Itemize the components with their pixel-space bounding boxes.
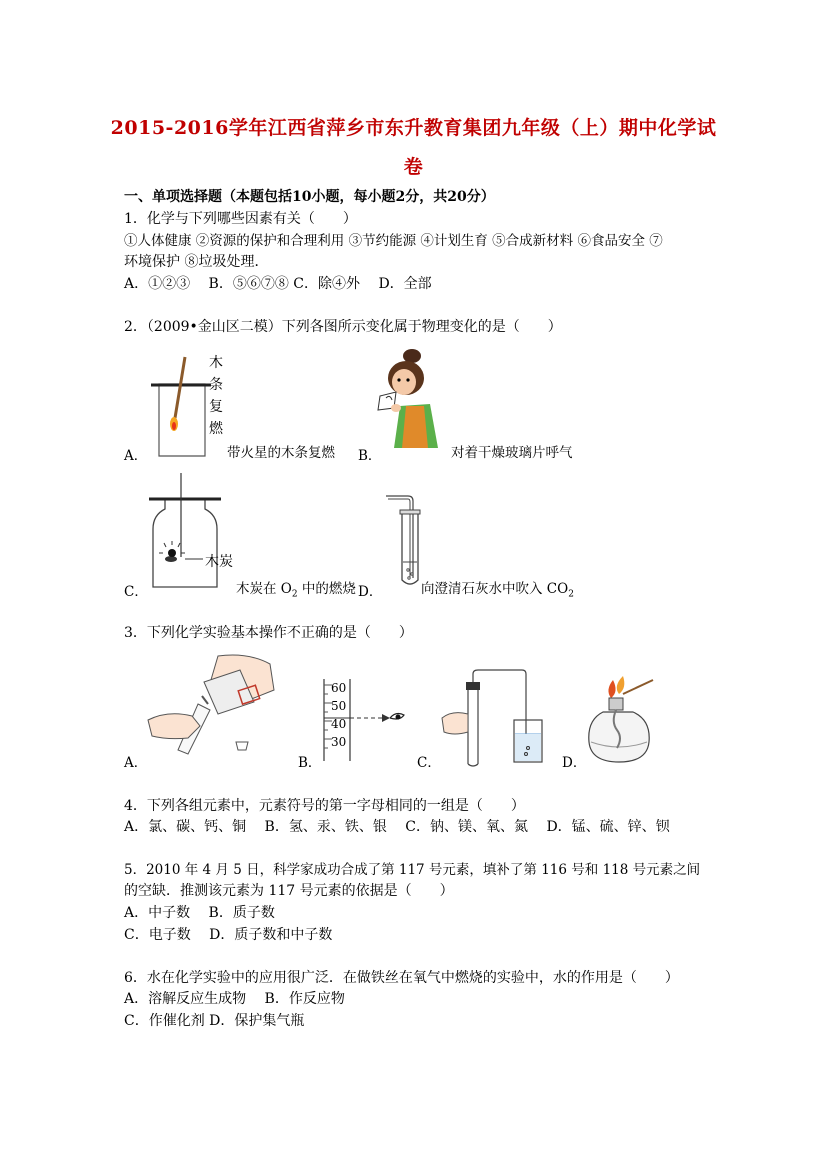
q1-factors-line2: 环境保护 ⑧垃圾处理． [124, 254, 269, 270]
q3-option-b-letter: B． [298, 755, 322, 771]
q2-stem: 2．（2009•金山区二模）下列各图所示变化属于物理变化的是（ ） [124, 319, 562, 335]
q6-options-line1: A．溶解反应生成物 B．作反应物 [124, 991, 345, 1007]
q2-option-d-text [421, 577, 574, 600]
q2-option-c-text-pre: 木炭在 O [236, 581, 292, 597]
exam-title-line2: 卷 [403, 156, 424, 178]
q2-option-a-text: 带火星的木条复燃 [227, 445, 335, 461]
fig-girl-breathing [378, 348, 442, 454]
cylinder-tick-label: 30 [331, 735, 347, 749]
section1-heading: 一、单项选择题（本题包括10小题，每小题2分，共20分） [124, 189, 495, 205]
fig-airtightness-check [438, 670, 548, 768]
q1-options: A．①②③ B．⑤⑥⑦⑧ C．除④外 D．全部 [124, 276, 432, 292]
q2-option-b-text: 对着干燥玻璃片呼气 [451, 445, 573, 461]
q1-factors-line1: ①人体健康 ②资源的保护和合理利用 ③节约能源 ④计划生育 ⑤合成新材料 ⑥食品安全 ⑦ [124, 233, 663, 249]
fig-alcohol-lamp [583, 672, 655, 768]
q5-options-line2: C．电子数 D．质子数和中子数 [124, 927, 333, 943]
fig-limewater-tube [386, 490, 436, 590]
q1-stem: 1．化学与下列哪些因素有关（ ） [124, 211, 357, 227]
q3-option-c-letter: C． [417, 755, 441, 771]
cylinder-tick-label: 40 [331, 717, 347, 731]
q6-stem: 6．水在化学实验中的应用很广泛．在做铁丝在氧气中燃烧的实验中，水的作用是（ ） [124, 970, 679, 986]
q6-options-line2: C．作催化剂 D．保护集气瓶 [124, 1013, 305, 1029]
fig-charcoal-label: 木炭 [205, 554, 233, 570]
fig-splint-label-char: 燃 [209, 421, 223, 437]
q3-option-a-letter: A． [124, 755, 148, 771]
q2-option-a-letter: A． [124, 448, 148, 464]
q2-option-d-letter: D． [358, 584, 383, 600]
q2-option-c-subscript: 2 [291, 589, 298, 600]
fig-splint-label-char: 木 [209, 355, 223, 371]
q2-option-c-letter: C． [124, 584, 148, 600]
cylinder-tick-labels [331, 679, 346, 751]
fig-splint-label-char: 复 [209, 399, 223, 415]
q2-option-d-text-pre: 向澄清石灰水中吹入 CO [421, 581, 569, 597]
q4-options: A．氯、碳、钙、铜 B．氢、汞、铁、银 C．钠、镁、氧、氮 D．锰、硫、锌、钡 [124, 819, 670, 835]
fig-splint-label-char: 条 [209, 377, 223, 393]
q5-options-line1: A．中子数 B．质子数 [124, 905, 275, 921]
q2-option-b-letter: B． [358, 448, 382, 464]
fig-pouring-liquid [148, 650, 278, 760]
q2-option-d-subscript: 2 [568, 589, 574, 600]
q3-option-d-letter: D． [562, 755, 587, 771]
cylinder-tick-label: 60 [331, 681, 347, 695]
cylinder-tick-label: 50 [331, 699, 347, 713]
q2-option-c-text [236, 577, 356, 600]
exam-title-line1: 2015-2016学年江西省萍乡市东升教育集团九年级（上）期中化学试 [110, 117, 717, 139]
q3-stem: 3．下列化学实验基本操作不正确的是（ ） [124, 625, 413, 641]
q2-option-c-text-post: 中的燃烧 [297, 581, 356, 597]
fig-charcoal-bottle [145, 473, 235, 591]
q5-stem-line2: 的空缺．推测该元素为 117 号元素的依据是（ ） [124, 883, 454, 899]
q4-stem: 4．下列各组元素中，元素符号的第一字母相同的一组是（ ） [124, 798, 525, 814]
fig-splint-label [209, 352, 225, 440]
q5-stem-line1: 5．2010 年 4 月 5 日，科学家成功合成了第 117 号元素，填补了第 116 号和 118 号元素之间 [124, 862, 701, 878]
